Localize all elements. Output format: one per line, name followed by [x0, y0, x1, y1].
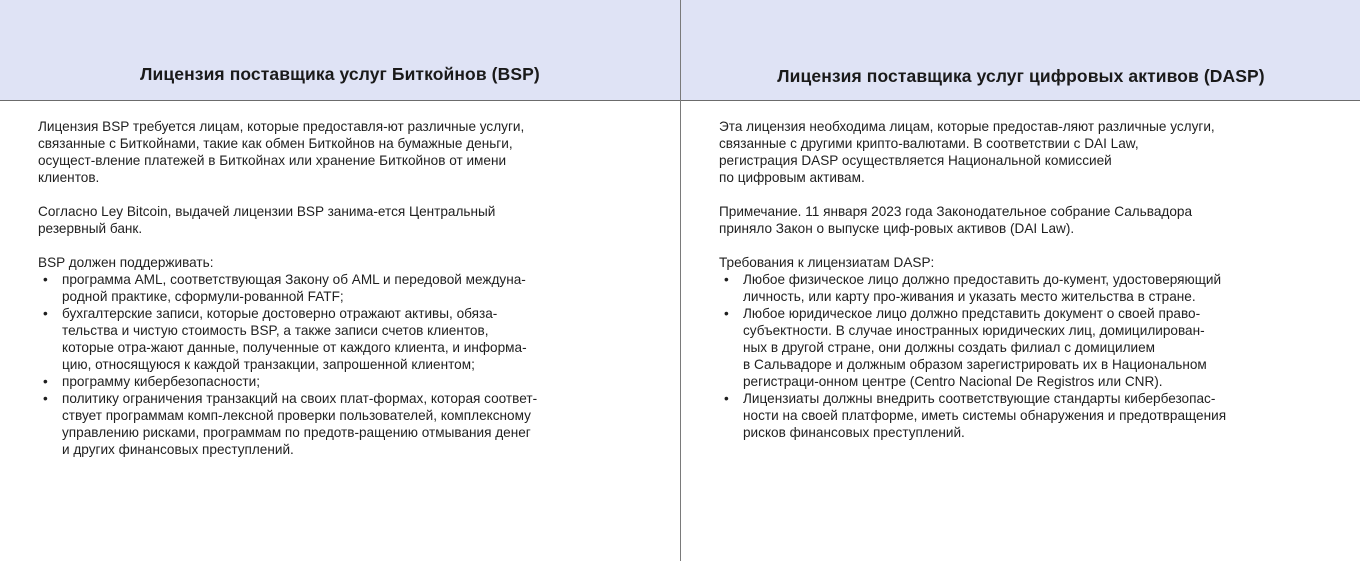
- list-item-text: Любое физическое лицо должно предоставить до-кумент, удостоверяющий личность, или карту про-живания и указать место жительства в стране.: [743, 272, 1222, 304]
- list-item: [719, 271, 1339, 305]
- bullet-icon: •: [724, 306, 729, 321]
- bsp-paragraph: Лицензия BSP требуется лицам, которые предоставля-ют различные услуги, связанные с Биткойнами, такие как обмен Биткойнов на бумажные деньги, осущест-вление платежей в Биткойнах или хранение Биткойнов от имени клиентов.: [38, 119, 525, 185]
- dasp-column-body: [719, 118, 1339, 441]
- list-item-text: программу кибербезопасности;: [62, 374, 260, 389]
- bsp-column-title: Лицензия поставщика услуг Биткойнов (BSP): [140, 64, 540, 84]
- bsp-paragraph: Согласно Ley Bitcoin, выдачей лицензии BSP занима-ется Центральный резервный банк.: [38, 204, 496, 236]
- dasp-paragraph: Эта лицензия необходима лицам, которые предостав-ляют различные услуги, связанные с другими крипто-валютами. В соответствии с DAI Law, регистрация DASP осуществляется Национальной комиссией по цифровым активам.: [719, 119, 1215, 185]
- list-item: [719, 390, 1339, 441]
- list-item: [38, 390, 648, 458]
- list-item-text: программа AML, соответствующая Закону об AML и передовой междуна- родной практике, сформули-рованной FATF;: [62, 272, 526, 304]
- bsp-requirements-list: [38, 271, 648, 458]
- bullet-icon: •: [724, 272, 729, 287]
- bullet-icon: •: [724, 391, 729, 406]
- bullet-icon: •: [43, 374, 48, 389]
- list-item: [38, 271, 648, 305]
- list-item: [38, 373, 648, 390]
- list-item-text: политику ограничения транзакций на своих плат-формах, которая соответ- ствует программам комп-лексной проверки пользователей, комплексному управлению рисками, программам по предотв-ращению отмывания денег и других финансовых преступлений.: [62, 391, 538, 457]
- list-item: [719, 305, 1339, 390]
- dasp-requirements-list: [719, 271, 1339, 441]
- bsp-list-intro: BSP должен поддерживать:: [38, 255, 214, 270]
- list-item: [38, 305, 648, 373]
- dasp-list-intro: Требования к лицензиатам DASP:: [719, 255, 935, 270]
- dasp-column: [681, 0, 1360, 561]
- bullet-icon: •: [43, 272, 48, 287]
- list-item-text: бухгалтерские записи, которые достоверно отражают активы, обяза- тельства и чистую стоимость BSP, а также записи счетов клиентов, которые отра-жают данные, полученные от каждого клиента, и информа- цию, относящуюся к каждой транзакции, запрошенной клиентом;: [62, 306, 527, 372]
- list-item-text: Лицензиаты должны внедрить соответствующие стандарты кибербезопас- ности на своей платформе, иметь системы обнаружения и предотвращения рисков финансовых преступлений.: [743, 391, 1227, 440]
- bullet-icon: •: [43, 306, 48, 321]
- dasp-paragraph: Примечание. 11 января 2023 года Законодательное собрание Сальвадора приняло Закон о выпуске циф-ровых активов (DAI Law).: [719, 204, 1193, 236]
- bsp-column-body: [38, 118, 648, 458]
- list-item-text: Любое юридическое лицо должно представить документ о своей право- субъектности. В случае иностранных юридических лиц, домицилирован- ных в другой стране, они должны создать филиал с домицилием в Сальвадоре и должным образом зарегистрировать их в Национальном регистраци-онном центре (Centro Nacional De Registros или CNR).: [743, 306, 1207, 389]
- bullet-icon: •: [43, 391, 48, 406]
- dasp-column-title: Лицензия поставщика услуг цифровых активов (DASP): [777, 66, 1265, 86]
